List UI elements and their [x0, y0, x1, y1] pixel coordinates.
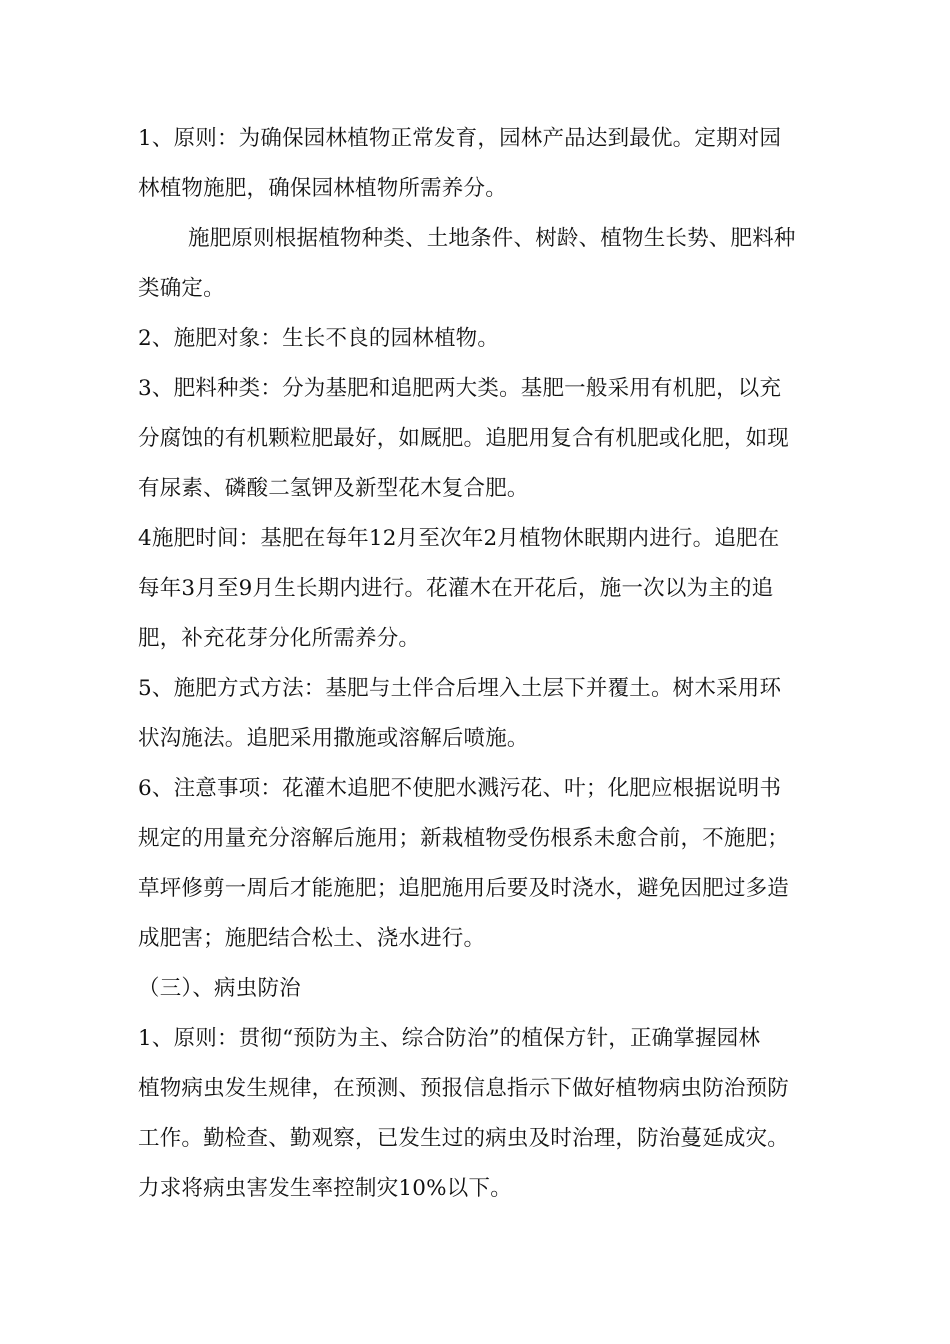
text-line: 分腐蚀的有机颗粒肥最好，如厩肥。追肥用复合有机肥或化肥，如现 — [138, 426, 790, 451]
text-line: 规定的用量充分溶解后施用；新栽植物受伤根系未愈合前，不施肥； — [138, 826, 790, 851]
text-line: 2、施肥对象：生长不良的园林植物。 — [138, 326, 500, 351]
text-line: 1、原则：为确保园林植物正常发育，园林产品达到最优。定期对园 — [138, 126, 782, 151]
text-line: 有尿素、磷酸二氢钾及新型花木复合肥。 — [138, 476, 529, 501]
text-line: 状沟施法。追肥采用撒施或溶解后喷施。 — [138, 726, 529, 751]
text-line: 工作。勤检查、勤观察，已发生过的病虫及时治理，防治蔓延成灾。 — [138, 1126, 790, 1151]
text-line: 草坪修剪一周后才能施肥；追肥施用后要及时浇水，避免因肥过多造 — [138, 876, 790, 901]
text-line: 肥，补充花芽分化所需养分。 — [138, 626, 421, 651]
text-line: 5、施肥方式方法：基肥与土伴合后埋入土层下并覆土。树木采用环 — [138, 676, 782, 701]
text-line: 成肥害；施肥结合松土、浇水进行。 — [138, 926, 486, 951]
section-heading: （三）、病虫防治 — [138, 976, 301, 1001]
text-line: 林植物施肥，确保园林植物所需养分。 — [138, 176, 507, 201]
text-line: 类确定。 — [138, 276, 225, 301]
document-body — [138, 114, 814, 1214]
text-line: 1、原则：贯彻“预防为主、综合防治”的植保方针，正确掌握园林 — [138, 1026, 761, 1051]
text-line: 施肥原则根据植物种类、土地条件、树龄、植物生长势、肥料种 — [188, 226, 796, 251]
text-line: 4施肥时间：基肥在每年12月至次年2月植物休眠期内进行。追肥在 — [138, 526, 780, 551]
text-line: 每年3月至9月生长期内进行。花灌木在开花后，施一次以为主的追 — [138, 576, 774, 601]
text-line: 植物病虫发生规律，在预测、预报信息指示下做好植物病虫防治预防 — [138, 1076, 790, 1101]
text-line: 3、肥料种类：分为基肥和追肥两大类。基肥一般采用有机肥，以充 — [138, 376, 782, 401]
text-line: 力求将病虫害发生率控制灾10%以下。 — [138, 1176, 512, 1201]
text-line: 6、注意事项：花灌木追肥不使肥水溅污花、叶；化肥应根据说明书 — [138, 776, 782, 801]
